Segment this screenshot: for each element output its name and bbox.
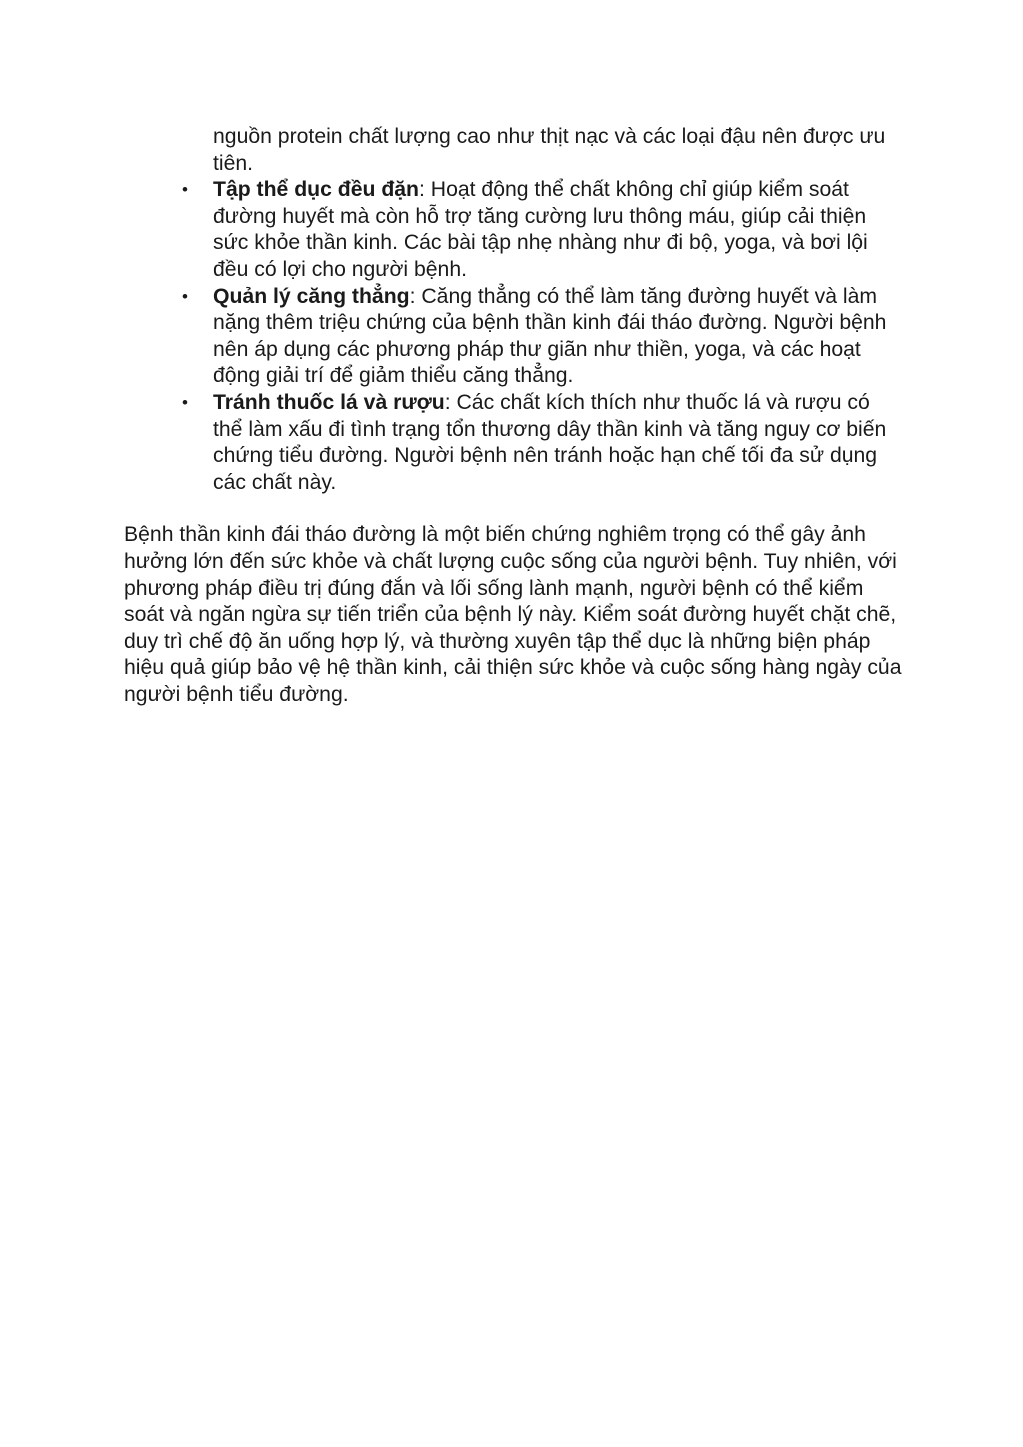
list-item-term: Quản lý căng thẳng xyxy=(213,284,410,308)
list-item-text: : Căng thẳng có thể làm tăng đường huyết và làm nặng thêm triệu chứng của bệnh thần kinh đái tháo đường. Người bệnh nên áp dụng các phương pháp thư giãn như thiền, yoga, và các hoạt động giải trí để giảm thiểu căng thẳng. xyxy=(213,284,887,388)
list-item-continuation: nguồn protein chất lượng cao như thịt nạc và các loại đậu nên được ưu tiên. xyxy=(213,125,886,175)
list-item xyxy=(124,390,904,496)
bullet-icon: • xyxy=(182,392,188,412)
bullet-icon: • xyxy=(182,286,188,306)
list-item-text: : Hoạt động thể chất không chỉ giúp kiểm soát đường huyết mà còn hỗ trợ tăng cường lưu thông máu, giúp cải thiện sức khỏe thần kinh. Các bài tập nhẹ nhàng như đi bộ, yoga, và bơi lội đều có lợi cho người bệnh. xyxy=(213,178,868,281)
list-item-term: Tập thể dục đều đặn xyxy=(213,178,419,202)
list-item xyxy=(124,177,904,283)
bullet-icon: • xyxy=(182,180,188,200)
bullet-list xyxy=(124,177,904,496)
list-item-text: : Các chất kích thích như thuốc lá và rượu có thể làm xấu đi tình trạng tổn thương dây thần kinh và tăng nguy cơ biến chứng tiểu đường. Người bệnh nên tránh hoặc hạn chế tối đa sử dụng các chất này. xyxy=(213,390,887,494)
list-item xyxy=(124,284,904,390)
document-body xyxy=(124,124,904,730)
list-item-term: Tránh thuốc lá và rượu xyxy=(213,390,445,414)
closing-paragraph: Bệnh thần kinh đái tháo đường là một biến chứng nghiêm trọng có thể gây ảnh hưởng lớn đến sức khỏe và chất lượng cuộc sống của người bệnh. Tuy nhiên, với phương pháp điều trị đúng đắn và lối sống lành mạnh, người bệnh có thể kiểm soát và ngăn ngừa sự tiến triển của bệnh lý này. Kiểm soát đường huyết chặt chẽ, duy trì chế độ ăn uống hợp lý, và thường xuyên tập thể dục là những biện pháp hiệu quả giúp bảo vệ hệ thần kinh, cải thiện sức khỏe và cuộc sống hàng ngày của người bệnh tiểu đường. xyxy=(124,523,902,706)
